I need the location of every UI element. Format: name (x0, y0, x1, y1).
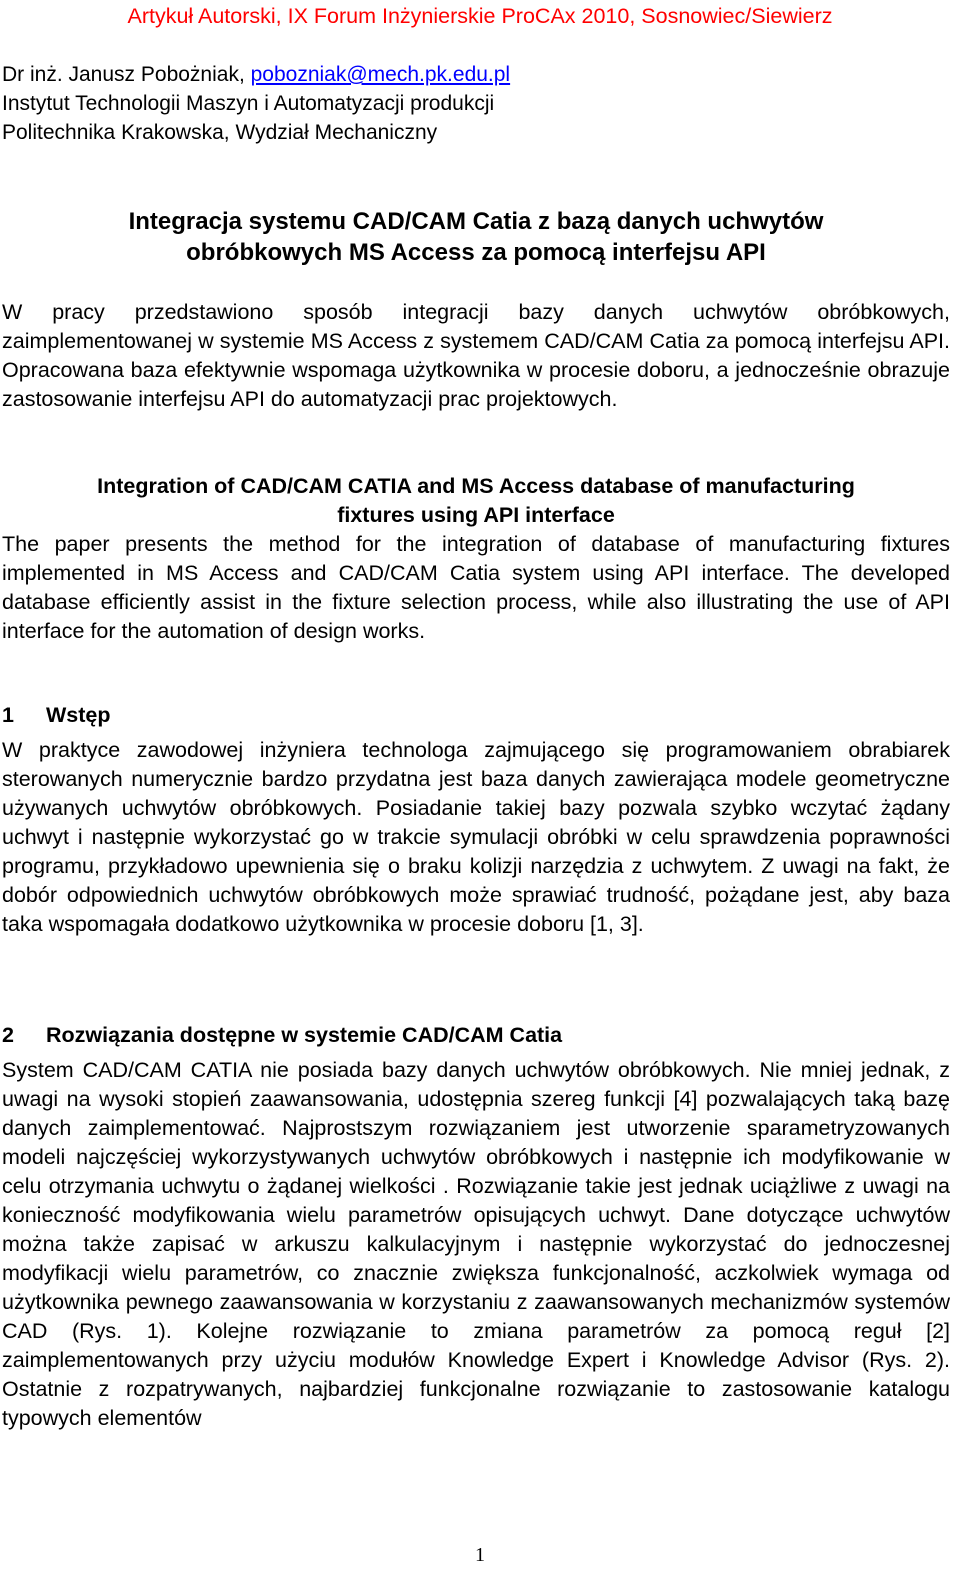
paper-title-en (0, 472, 952, 530)
section-2-title: Rozwiązania dostępne w systemie CAD/CAM Catia (46, 1023, 563, 1047)
paper-title-pl-line2: obróbkowych MS Access za pomocą interfejsu API (186, 239, 766, 266)
section-2-number: 2 (2, 1023, 14, 1047)
paper-title-pl (0, 206, 952, 268)
author-name: Dr inż. Janusz Pobożniak, (2, 63, 251, 86)
abstract-en: The paper presents the method for the integration of database of manufacturing fixtures implemented in MS Access and CAD/CAM Catia system using API interface. The developed database efficiently assist in the fixture selection process, while also illustrating the use of API interface for the automation of design works. (2, 532, 950, 643)
author-university: Politechnika Krakowska, Wydział Mechaniczny (2, 121, 438, 144)
section-1-body: W praktyce zawodowej inżyniera technologa zajmującego się programowaniem obrabiarek sterowanych numerycznie bardzo przydatna jest baza danych zawierająca modele geometryczne używanych uchwytów obróbkowych. Posiadanie takiej bazy pozwala szybko wczytać żądany uchwyt i następnie wykorzystać go w trakcie symulacji obróbki w celu sprawdzenia poprawności programu, przykładowo upewnienia się o braku kolizji narzędzia z uchwytem. Z uwagi na fakt, że dobór odpowiednich uchwytów obróbkowych może sprawiać trudność, pożądane jest, aby baza taka wspomagała dodatkowo użytkownika w procesie doboru [1, 3]. (2, 738, 950, 936)
paper-title-en-line1: Integration of CAD/CAM CATIA and MS Access database of manufacturing (97, 474, 855, 498)
author-block (2, 60, 952, 147)
section-1-number: 1 (2, 703, 14, 727)
section-1-title: Wstęp (46, 703, 111, 727)
page-number: 1 (475, 1544, 485, 1566)
section-2-body: System CAD/CAM CATIA nie posiada bazy danych uchwytów obróbkowych. Nie mniej jednak, z uwagi na wysoki stopień zaawansowania, udostępnia szereg funkcji [4] pozwalających taką bazę danych zaimplementować. Najprostszym rozwiązaniem jest utworzenie sparametryzowanych modeli najczęściej wykorzystywanych uchwytów obróbkowych i następnie ich modyfikowanie w celu otrzymania uchwytu o żądanej wielkości . Rozwiązanie takie jest jednak uciążliwe z uwagi na konieczność modyfikowania wielu parametrów opisujących uchwyt. Dane dotyczące uchwytów można także zapisać w arkuszu kalkulacyjnym i następnie wykorzystać do jednoczesnej modyfikacji wielu parametrów, co znacznie zwiększa funkcjonalność, aczkolwiek wymaga od użytkownika pewnego zaawansowania w korzystaniu z zaawansowanych mechanizmów systemów CAD (Rys. 1). Kolejne rozwiązanie to zmiana parametrów za pomocą reguł [2] zaimplementowanych przy użyciu modułów Knowledge Expert i Knowledge Advisor (Rys. 2). Ostatnie z rozpatrywanych, najbardziej funkcjonalne rozwiązanie to zastosowanie katalogu typowych elementów (2, 1058, 950, 1430)
paper-title-en-line2: fixtures using API interface (337, 503, 615, 527)
author-institute: Instytut Technologii Maszyn i Automatyzacji produkcji (2, 92, 495, 115)
section-1-heading (2, 700, 111, 730)
paper-title-pl-line1: Integracja systemu CAD/CAM Catia z bazą danych uchwytów (128, 208, 824, 235)
conference-header: Artykuł Autorski, IX Forum Inżynierskie ProCAx 2010, Sosnowiec/Siewierz (127, 4, 833, 28)
section-2-heading (2, 1020, 562, 1050)
author-line (2, 60, 952, 89)
author-email-link[interactable]: pobozniak@mech.pk.edu.pl (250, 63, 511, 86)
abstract-pl: W pracy przedstawiono sposób integracji bazy danych uchwytów obróbkowych, zaimplementowanej w systemie MS Access z systemem CAD/CAM Catia za pomocą interfejsu API. Opracowana baza efektywnie wspomaga użytkownika w procesie doboru, a jednocześnie obrazuje zastosowanie interfejsu API do automatyzacji prac projektowych. (2, 300, 950, 411)
